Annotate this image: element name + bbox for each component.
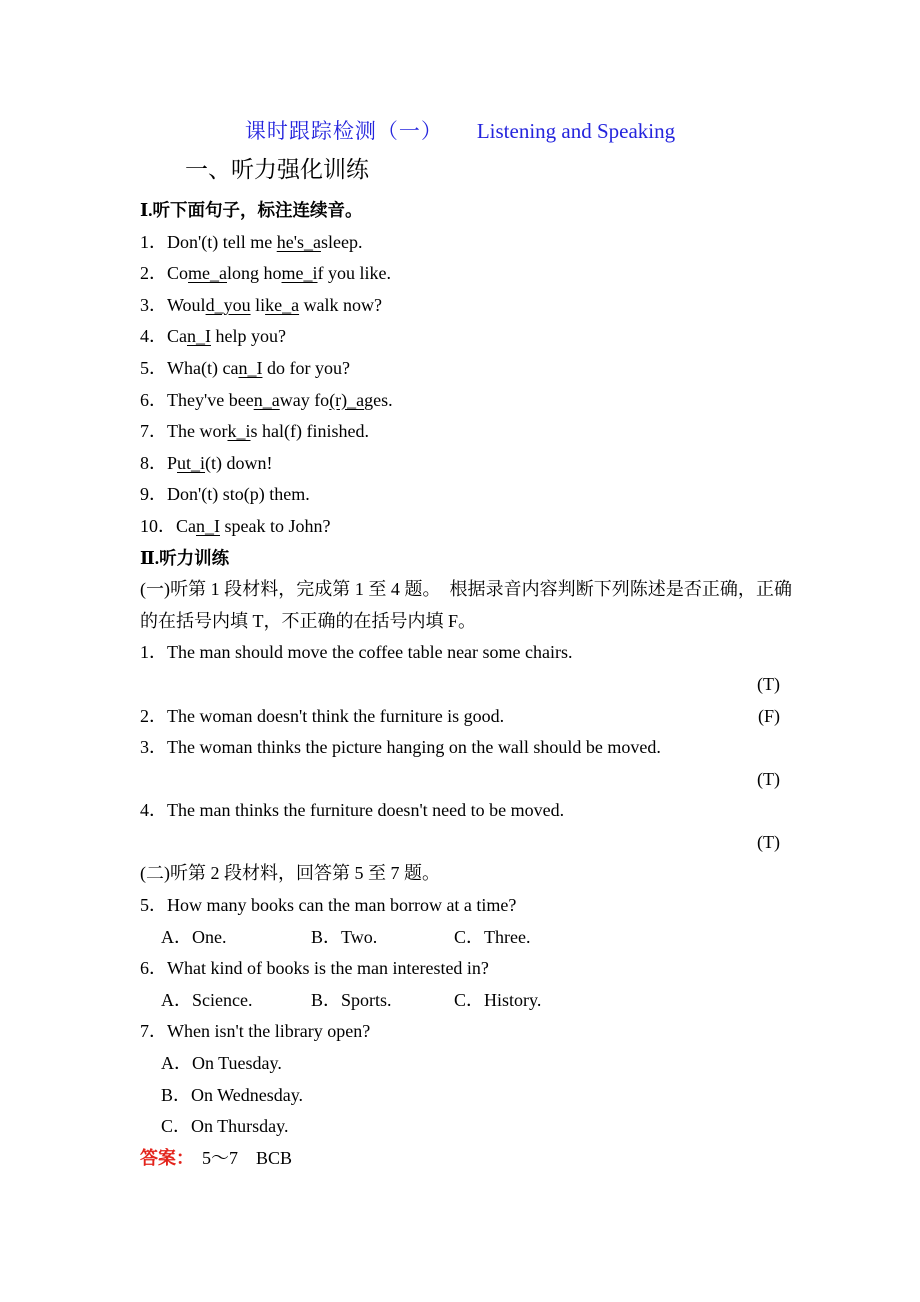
document-body xyxy=(140,195,792,1174)
text-segment: P xyxy=(167,452,178,473)
mc-option: B．Sports. xyxy=(311,989,392,1010)
mc-options-row xyxy=(140,922,792,954)
linked-segment: d_you xyxy=(205,294,251,315)
text-segment: Wha(t) ca xyxy=(167,357,239,378)
text-segment: li xyxy=(250,294,266,315)
item-number: 4． xyxy=(140,800,167,821)
text-segment: sleep. xyxy=(320,231,363,252)
linking-sentence xyxy=(140,416,792,448)
item-number: 5． xyxy=(140,895,167,916)
linked-segment: n_a xyxy=(253,389,280,410)
tf-answer: (F) xyxy=(758,705,780,726)
linking-sentence xyxy=(140,353,792,385)
mc-option: C．Three. xyxy=(454,926,531,947)
part1-heading: Ⅰ.听下面句子，标注连续音。 xyxy=(140,200,363,220)
linked-segment: (r)_a xyxy=(329,389,365,410)
answer-text: 5～7 BCB xyxy=(202,1147,293,1168)
sentence-number: 10． xyxy=(140,515,176,536)
text-segment: Don'(t) sto(p) them. xyxy=(167,484,310,505)
mc-option: B．Two. xyxy=(311,926,378,947)
linked-segment: he's_a xyxy=(276,231,321,252)
sentence-number: 7． xyxy=(140,421,167,442)
linking-sentence xyxy=(140,258,792,290)
mc-question xyxy=(140,890,792,922)
material1-intro: (一)听第 1 段材料，完成第 1 至 4 题。 根据录音内容判断下列陈述是否正确，正确的在括号内填 T，不正确的在括号内填 F。 xyxy=(140,579,792,631)
item-number: 1． xyxy=(140,642,167,663)
text-segment: speak to John? xyxy=(220,515,331,536)
linked-segment: ut_i xyxy=(177,452,206,473)
text-segment: (t) down! xyxy=(205,452,273,473)
mc-option: A．One. xyxy=(161,926,227,947)
true-false-items-list xyxy=(140,637,792,858)
linked-segment: n_I xyxy=(238,357,263,378)
multiple-choice-items-list xyxy=(140,890,792,1143)
section2-heading: Ⅱ.听力训练 xyxy=(140,547,230,568)
statement-text: The woman doesn't think the furniture is good. xyxy=(167,705,505,726)
sentence-number: 3． xyxy=(140,294,167,315)
sentence-number: 1． xyxy=(140,231,167,252)
linking-sentence xyxy=(140,448,792,480)
linked-segment: k_i xyxy=(227,421,251,442)
text-segment: Co xyxy=(167,263,189,284)
tf-statement xyxy=(140,732,792,764)
mc-option: C．On Thursday. xyxy=(161,1116,289,1137)
text-segment: The wor xyxy=(167,421,228,442)
tf-statement xyxy=(140,637,792,669)
text-segment: Ca xyxy=(176,515,196,536)
page-title xyxy=(0,116,920,146)
section1-heading: 一、听力强化训练 xyxy=(185,157,369,182)
statement-left xyxy=(140,701,504,733)
sentence-number: 9． xyxy=(140,484,167,505)
text-segment: help you? xyxy=(211,326,286,347)
item-number: 6． xyxy=(140,958,167,979)
answer-label: 答案： xyxy=(140,1147,194,1168)
linking-sentences-list xyxy=(140,227,792,543)
linking-sentence xyxy=(140,385,792,417)
text-segment: Ca xyxy=(167,326,187,347)
statement-text: The man thinks the furniture doesn't need to be moved. xyxy=(167,800,565,821)
tf-answer: (T) xyxy=(757,768,780,789)
mc-option: B．On Wednesday. xyxy=(161,1084,304,1105)
sentence-number: 6． xyxy=(140,389,167,410)
linking-sentence xyxy=(140,479,792,511)
question-text: When isn't the library open? xyxy=(167,1021,371,1042)
text-segment: ges. xyxy=(364,389,393,410)
text-segment: way fo xyxy=(279,389,330,410)
linking-sentence xyxy=(140,511,792,543)
item-number: 2． xyxy=(140,705,167,726)
sentence-number: 5． xyxy=(140,357,167,378)
tf-statement xyxy=(140,795,792,827)
mc-question xyxy=(140,1016,792,1048)
item-number: 7． xyxy=(140,1021,167,1042)
linked-segment: ke_a xyxy=(265,294,300,315)
tf-statement xyxy=(140,701,792,733)
mc-option: A．On Tuesday. xyxy=(161,1053,282,1074)
text-segment: s hal(f) finished. xyxy=(250,421,369,442)
text-segment: f you like. xyxy=(317,263,392,284)
tf-answer: (T) xyxy=(757,831,780,852)
tf-answer: (T) xyxy=(757,673,780,694)
text-segment: long ho xyxy=(227,263,282,284)
linked-segment: n_I xyxy=(196,515,220,536)
mc-option: A．Science. xyxy=(161,989,253,1010)
linking-sentence xyxy=(140,321,792,353)
title-chinese: 课时跟踪检测（一） xyxy=(244,119,443,143)
linked-segment: me_i xyxy=(281,263,318,284)
text-segment: They've bee xyxy=(167,389,254,410)
answer-line xyxy=(140,1143,792,1175)
sentence-number: 8． xyxy=(140,452,167,473)
mc-options-row xyxy=(140,985,792,1017)
statement-text: The woman thinks the picture hanging on the wall should be moved. xyxy=(167,737,661,758)
question-text: What kind of books is the man interested in? xyxy=(167,958,489,979)
linked-segment: me_a xyxy=(188,263,227,284)
linking-sentence xyxy=(140,290,792,322)
text-segment: Woul xyxy=(167,294,206,315)
linked-segment: n_I xyxy=(187,326,211,347)
question-text: How many books can the man borrow at a time? xyxy=(167,895,517,916)
sentence-number: 4． xyxy=(140,326,167,347)
linking-sentence xyxy=(140,227,792,259)
item-number: 3． xyxy=(140,737,167,758)
mc-question xyxy=(140,953,792,985)
statement-text: The man should move the coffee table near some chairs. xyxy=(167,642,573,663)
mc-option: C．History. xyxy=(454,989,542,1010)
sentence-number: 2． xyxy=(140,263,167,284)
title-english: Listening and Speaking xyxy=(476,119,676,143)
text-segment: do for you? xyxy=(262,357,350,378)
text-segment: Don'(t) tell me xyxy=(167,231,277,252)
material2-intro: (二)听第 2 段材料，回答第 5 至 7 题。 xyxy=(140,863,440,884)
text-segment: walk now? xyxy=(299,294,383,315)
